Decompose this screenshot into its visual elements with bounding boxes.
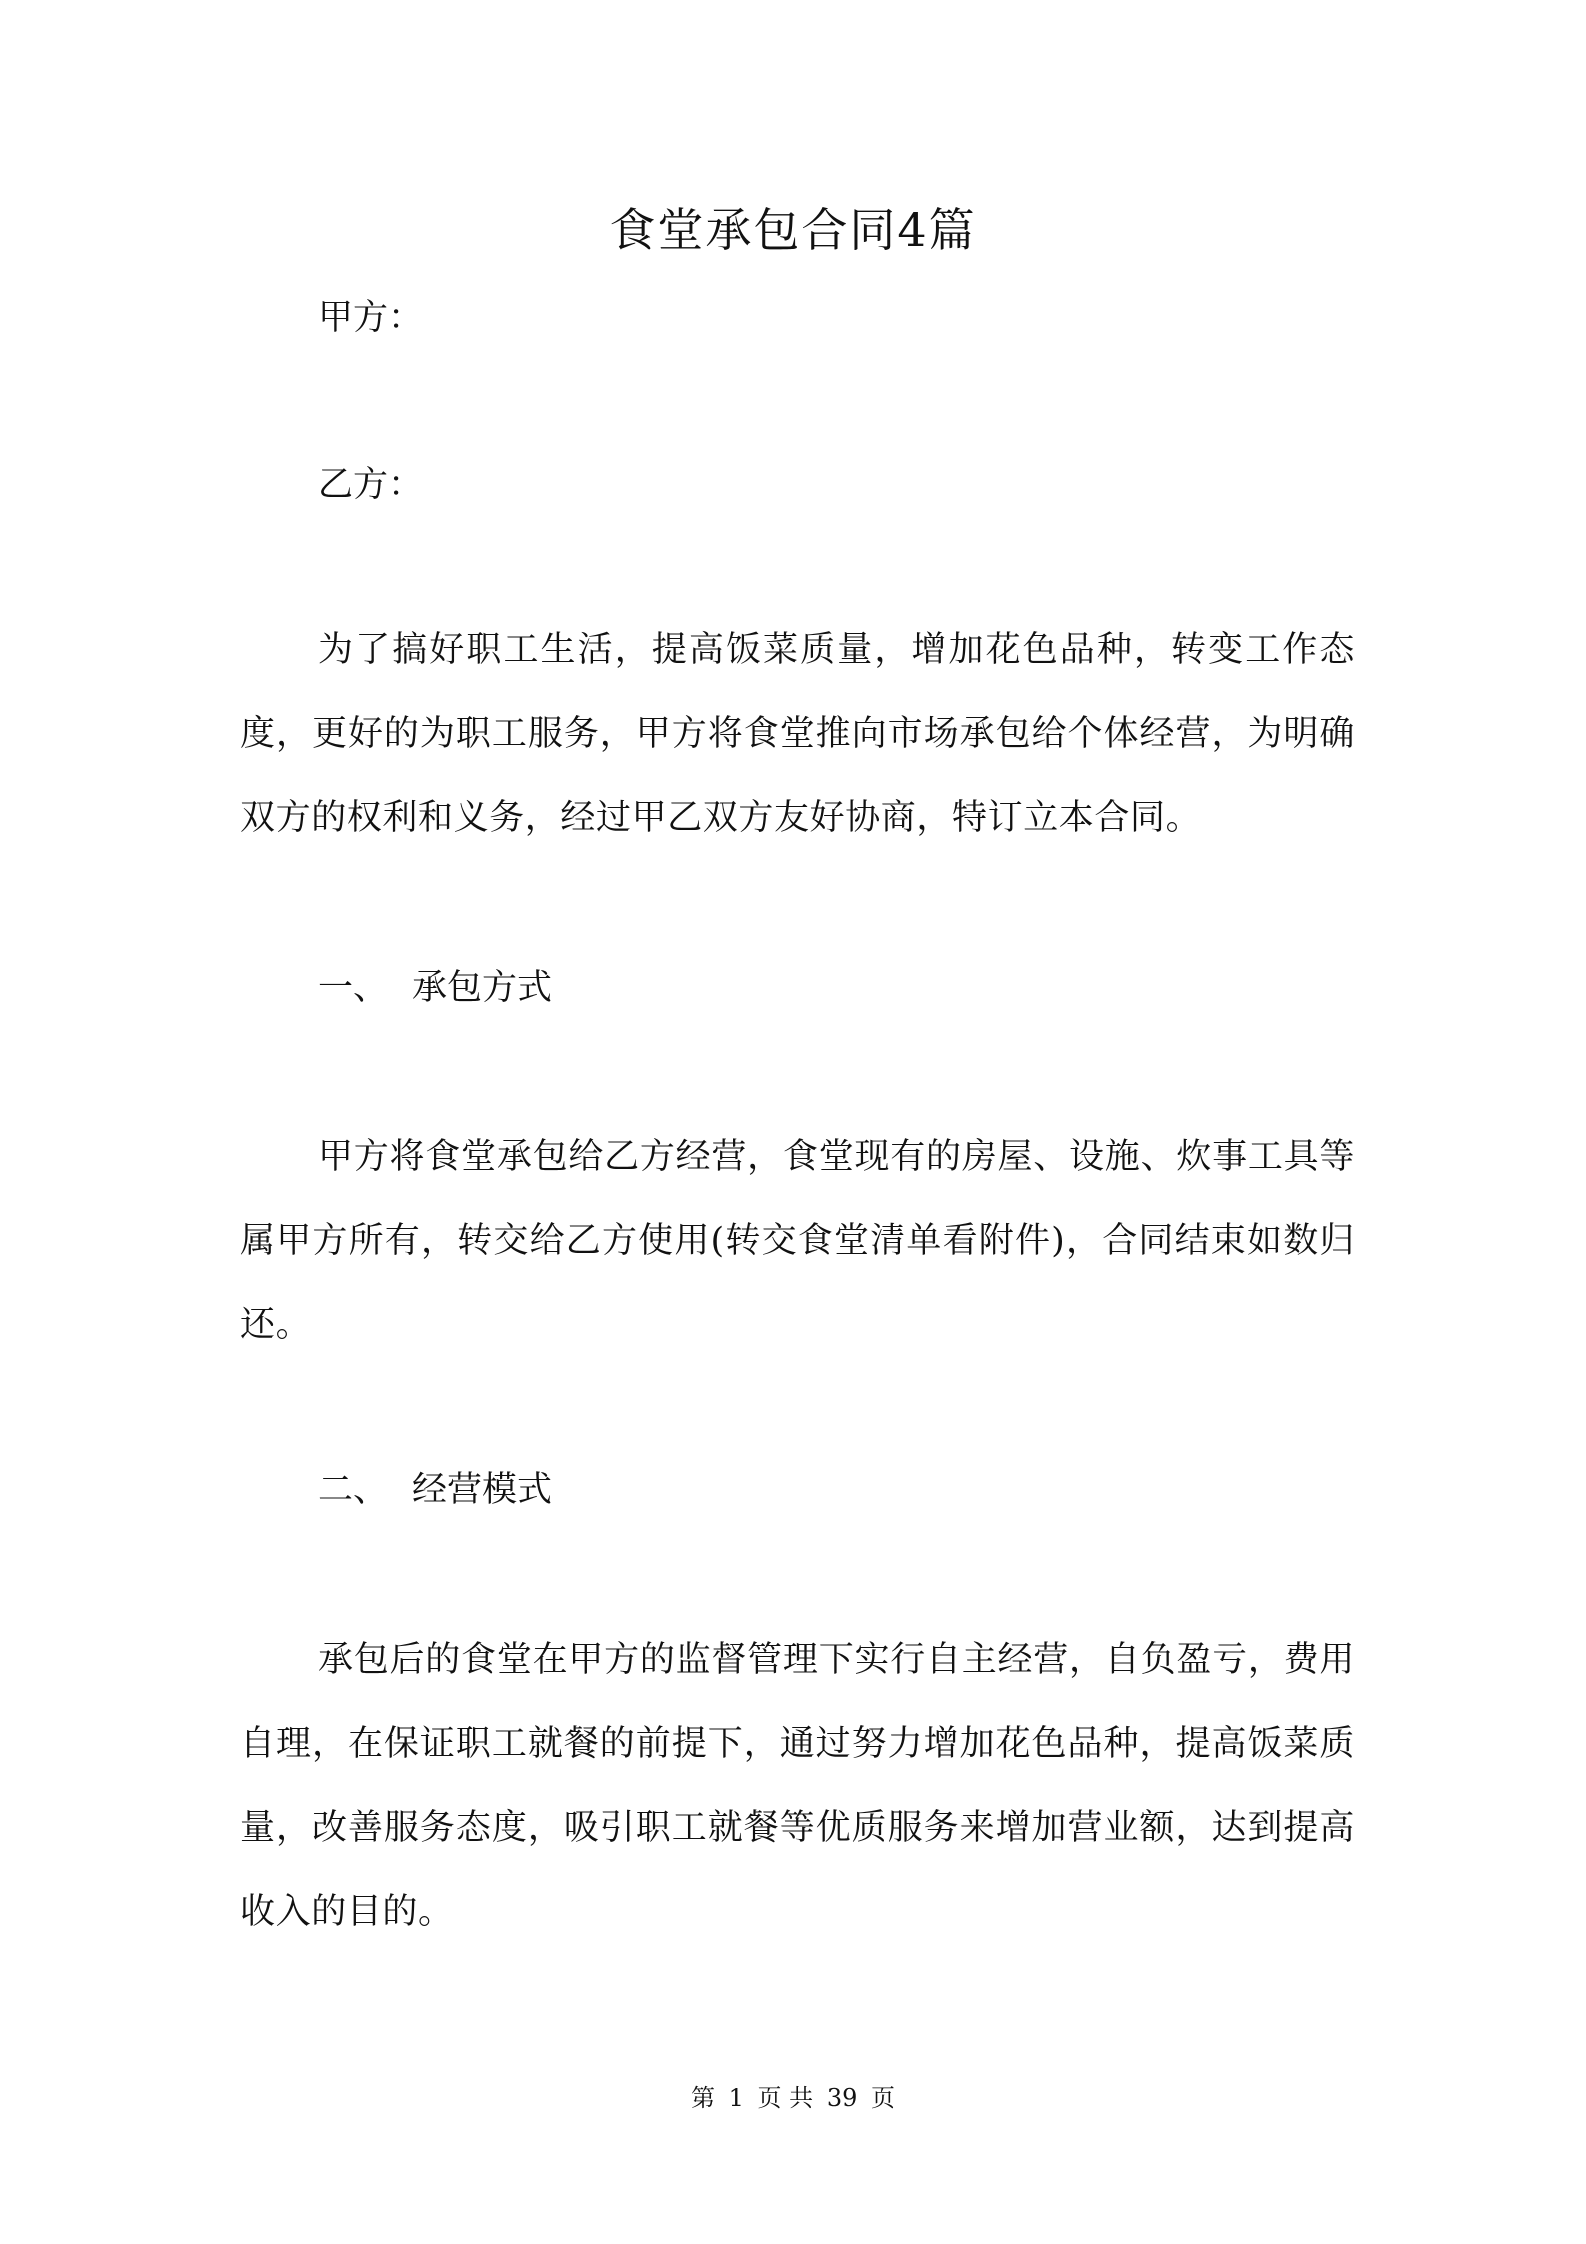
section-number-1: 一、 (318, 968, 389, 1008)
party-b-label: 乙方： (318, 465, 424, 505)
section-body-1: 甲方将食堂承包给乙方经营，食堂现有的房屋、设施、炊事工具等属甲方所有，转交给乙方使用(转交食堂清单看附件)，合同结束如数归还。 (240, 1137, 1355, 1345)
footer-middle: 页 共 (757, 2084, 814, 2112)
party-a-label: 甲方： (318, 298, 424, 338)
footer-prefix: 第 (690, 2084, 715, 2112)
footer-page-number: 1 (728, 2084, 744, 2112)
footer-total-pages: 39 (826, 2084, 858, 2112)
section-number-2: 二、 (318, 1470, 389, 1510)
section-heading-2 (318, 1465, 552, 1515)
intro-paragraph: 为了搞好职工生活，提高饭菜质量，增加花色品种，转变工作态度，更好的为职工服务，甲方将食堂推向市场承包给个体经营，为明确双方的权利和义务，经过甲乙双方友好协商，特订立本合同。 (240, 630, 1355, 838)
page-footer (0, 2083, 1586, 2113)
footer-suffix: 页 (871, 2084, 896, 2112)
section-heading-1 (318, 963, 552, 1013)
section-body-2: 承包后的食堂在甲方的监督管理下实行自主经营，自负盈亏，费用自理，在保证职工就餐的前提下，通过努力增加花色品种，提高饭菜质量，改善服务态度，吸引职工就餐等优质服务来增加营业额，达到提高收入的目的。 (240, 1640, 1355, 1932)
section-title-1: 承包方式 (412, 968, 553, 1008)
section-title-2: 经营模式 (412, 1470, 553, 1510)
document-title: 食堂承包合同4篇 (609, 203, 977, 257)
